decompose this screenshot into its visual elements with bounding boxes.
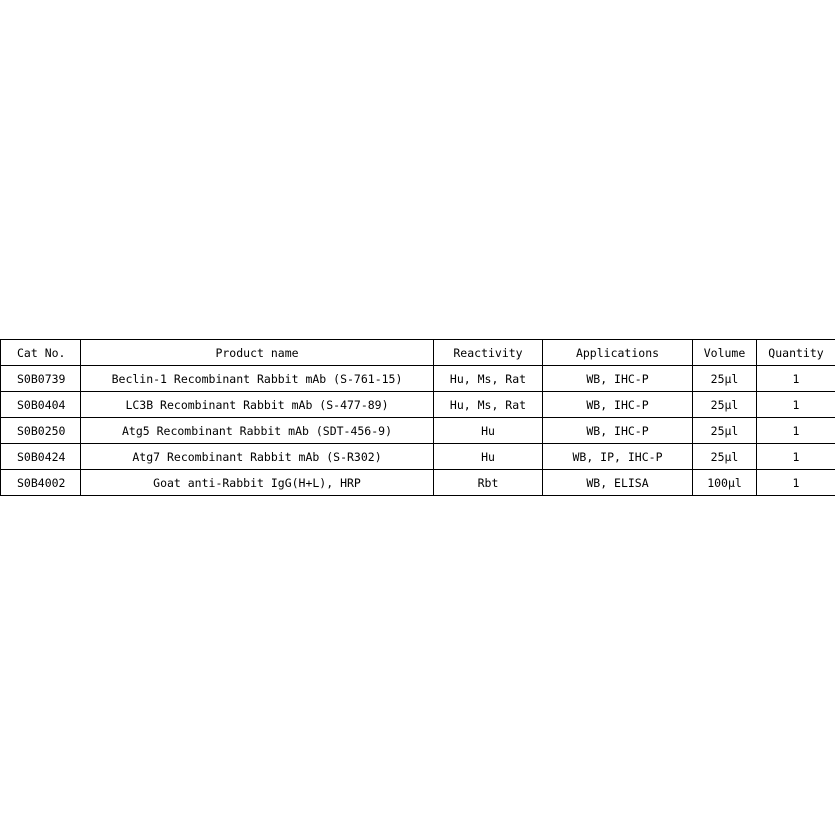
cat-no-cell: S0B0424 [1, 444, 81, 470]
header-quantity: Quantity [757, 340, 835, 366]
quantity-cell: 1 [757, 392, 835, 418]
volume-cell: 25μl [693, 444, 757, 470]
reactivity-cell: Rbt [434, 470, 543, 496]
product-name-cell: Atg5 Recombinant Rabbit mAb (SDT-456-9) [81, 418, 434, 444]
volume-cell: 100μl [693, 470, 757, 496]
cat-no-cell: S0B0250 [1, 418, 81, 444]
table-row [1, 366, 835, 392]
cat-no-cell: S0B0739 [1, 366, 81, 392]
table-row [1, 418, 835, 444]
reactivity-cell: Hu, Ms, Rat [434, 392, 543, 418]
applications-cell: WB, IHC-P [543, 392, 693, 418]
volume-cell: 25μl [693, 366, 757, 392]
reactivity-cell: Hu [434, 418, 543, 444]
header-product-name: Product name [81, 340, 434, 366]
quantity-cell: 1 [757, 418, 835, 444]
header-volume: Volume [693, 340, 757, 366]
quantity-cell: 1 [757, 444, 835, 470]
product-table [0, 339, 835, 496]
reactivity-cell: Hu [434, 444, 543, 470]
product-table-container [0, 339, 835, 496]
volume-cell: 25μl [693, 418, 757, 444]
header-applications: Applications [543, 340, 693, 366]
quantity-cell: 1 [757, 366, 835, 392]
product-name-cell: Beclin-1 Recombinant Rabbit mAb (S-761-15) [81, 366, 434, 392]
cat-no-cell: S0B0404 [1, 392, 81, 418]
quantity-cell: 1 [757, 470, 835, 496]
table-row [1, 444, 835, 470]
table-row [1, 392, 835, 418]
reactivity-cell: Hu, Ms, Rat [434, 366, 543, 392]
header-reactivity: Reactivity [434, 340, 543, 366]
table-header-row [1, 340, 835, 366]
applications-cell: WB, IHC-P [543, 366, 693, 392]
product-name-cell: Atg7 Recombinant Rabbit mAb (S-R302) [81, 444, 434, 470]
table-row [1, 470, 835, 496]
applications-cell: WB, IP, IHC-P [543, 444, 693, 470]
product-name-cell: Goat anti-Rabbit IgG(H+L), HRP [81, 470, 434, 496]
applications-cell: WB, IHC-P [543, 418, 693, 444]
product-name-cell: LC3B Recombinant Rabbit mAb (S-477-89) [81, 392, 434, 418]
header-cat-no: Cat No. [1, 340, 81, 366]
volume-cell: 25μl [693, 392, 757, 418]
applications-cell: WB, ELISA [543, 470, 693, 496]
cat-no-cell: S0B4002 [1, 470, 81, 496]
